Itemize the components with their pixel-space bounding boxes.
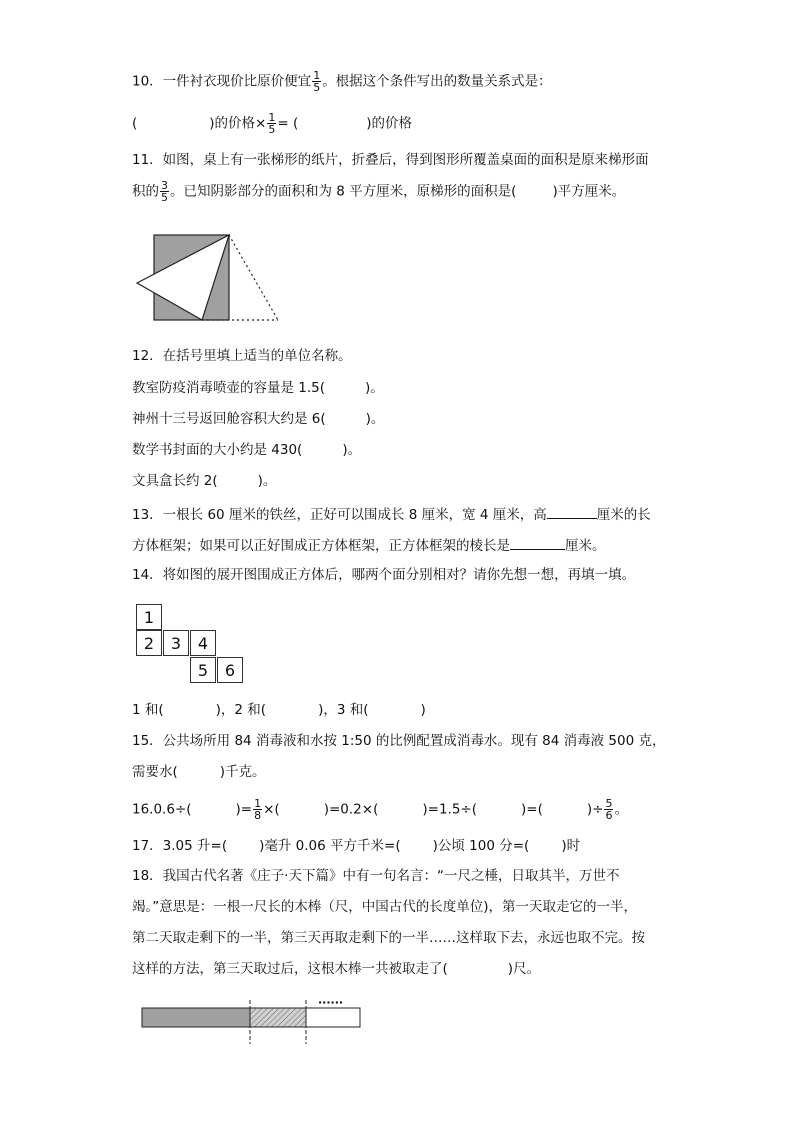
fraction-denominator: 8 [254,809,262,822]
q18-line4 [132,959,540,979]
fraction-numerator: 5 [605,797,613,810]
q15-line1: 15．公共场所用 84 消毒液和水按 1:50 的比例配置成消毒水。现有 84 消毒液 500 克， [132,733,666,749]
cube-face-2: 2 [136,630,162,656]
q12-item [132,471,276,491]
q12-item [132,378,384,398]
q16-text: )=( [521,801,543,818]
cube-face-6: 6 [217,657,243,683]
q17-text: 17．3.05 升=( [132,838,228,854]
q16-text: )=1.5÷( [422,801,477,818]
fraction-denominator: 5 [268,123,276,136]
q10-fraction-2 [267,112,276,135]
q16-text: )= [235,801,253,818]
q12-item [132,440,361,460]
cube-face-5: 5 [190,657,216,683]
q10-line2 [132,112,412,135]
q10-text-a: 10．一件衬衣现价比原价便宜 [132,73,312,90]
q12-item-text: )。 [365,380,384,396]
q11-text: 。已知阴影部分的面积和为 8 平方厘米，原梯形的面积是( [170,183,517,200]
q16-fraction-1 [253,798,262,821]
q12-title: 12．在括号里填上适当的单位名称。 [132,348,352,364]
cube-face-3: 3 [163,630,189,656]
fraction-numerator: 1 [313,69,321,82]
q16-fraction-2 [604,798,613,821]
fraction-numerator: 1 [254,797,262,810]
q17-text: )时 [561,838,581,854]
remaining-segment [306,1008,360,1027]
answer-underline[interactable] [547,504,597,519]
fraction-numerator: 1 [268,111,276,124]
q13-line1 [132,504,651,525]
q18-line1: 18．我国古代名著《庄子·天下篇》中有一句名言：“一尺之棰，日取其半，万世不 [132,868,620,884]
q16-text: 。 [614,801,628,818]
cube-face-1: 1 [136,604,162,630]
q17-line [132,836,580,856]
q16-text: )=0.2×( [323,801,379,818]
q14-text: ) [420,702,426,718]
q17-text: )公顷 100 分=( [432,838,530,854]
q13-line2 [132,535,606,556]
folded-trapezoid-figure [130,228,285,326]
q13-text: 厘米的长 [596,507,651,523]
q18-line2: 竭。”意思是：一根一尺长的木棒（尺，中国古代的长度单位)，第一天取走它的一半， [132,899,638,915]
q16-line [132,798,628,821]
q12-item-text: 教室防疫消毒喷壶的容量是 1.5( [132,380,326,396]
dotted-edge [229,235,278,320]
q15-line2 [132,762,266,782]
second-day-segment [250,1008,306,1027]
q10-text-b: 。根据这个条件写出的数量关系式是： [322,73,552,90]
stick-figure [136,998,368,1046]
q12-item-text: 文具盒长约 2( [132,473,218,489]
q18-line3: 第二天取走剩下的一半，第三天再取走剩下的一半……这样取下去，永远也取不完。按 [132,930,645,946]
q12-item-text: 神州十三号返回舱容积大约是 6( [132,411,326,427]
q16-text: )÷ [586,801,604,818]
cube-face-4: 4 [190,630,216,656]
q12-item-text: 数学书封面的大小约是 430( [132,442,303,458]
q18-text: )尺。 [507,961,541,977]
q14-text: )，2 和( [215,702,267,718]
q16-text: ×( [263,801,280,818]
q16-text: 16.0.6÷( [132,801,192,818]
q15-text: )千克。 [219,764,266,780]
fraction-denominator: 5 [161,191,168,204]
q12-item-text: )。 [342,442,362,458]
q11-text: 积的 [132,183,159,200]
q14-title: 14．将如图的展开图围成正方体后，哪两个面分别相对？请你先想一想，再填一填。 [132,567,636,583]
q12-item [132,409,384,429]
q14-text: 1 和( [132,702,164,718]
first-day-segment [142,1008,250,1027]
continuation-dots: ······ [318,998,344,1009]
q14-text: )，3 和( [318,702,369,718]
q17-text: )毫升 0.06 平方千米=( [259,838,401,854]
q11-line2 [132,180,625,203]
q15-text: 需要水( [132,764,178,780]
q12-item-text: )。 [365,411,385,427]
q10-text: )的价格 [366,115,413,132]
fraction-numerator: 3 [161,179,168,192]
q13-text: 方体框架；如果可以正好围成正方体框架，正方体框架的棱长是 [132,538,510,554]
paren-open: ( [132,115,138,132]
q11-text: )平方厘米。 [552,183,626,200]
q14-answers [132,700,426,720]
q13-text: 厘米。 [565,538,606,554]
fraction-denominator: 6 [605,809,613,822]
q10-line1 [132,70,552,93]
fraction-denominator: 5 [313,81,321,94]
q18-text: 这样的方法，第三天取过后，这根木棒一共被取走了( [132,961,448,977]
q13-text: 13．一根长 60 厘米的铁丝，正好可以围成长 8 厘米，宽 4 厘米，高 [132,507,547,523]
q10-text: )的价格× [209,115,267,132]
q11-fraction [160,180,169,203]
q10-text: = ( [277,115,299,132]
q10-fraction [312,70,321,93]
answer-underline[interactable] [510,535,565,550]
q12-item-text: )。 [257,473,277,489]
q11-line1: 11．如图，桌上有一张梯形的纸片，折叠后，得到图形所覆盖桌面的面积是原来梯形面 [132,152,649,168]
